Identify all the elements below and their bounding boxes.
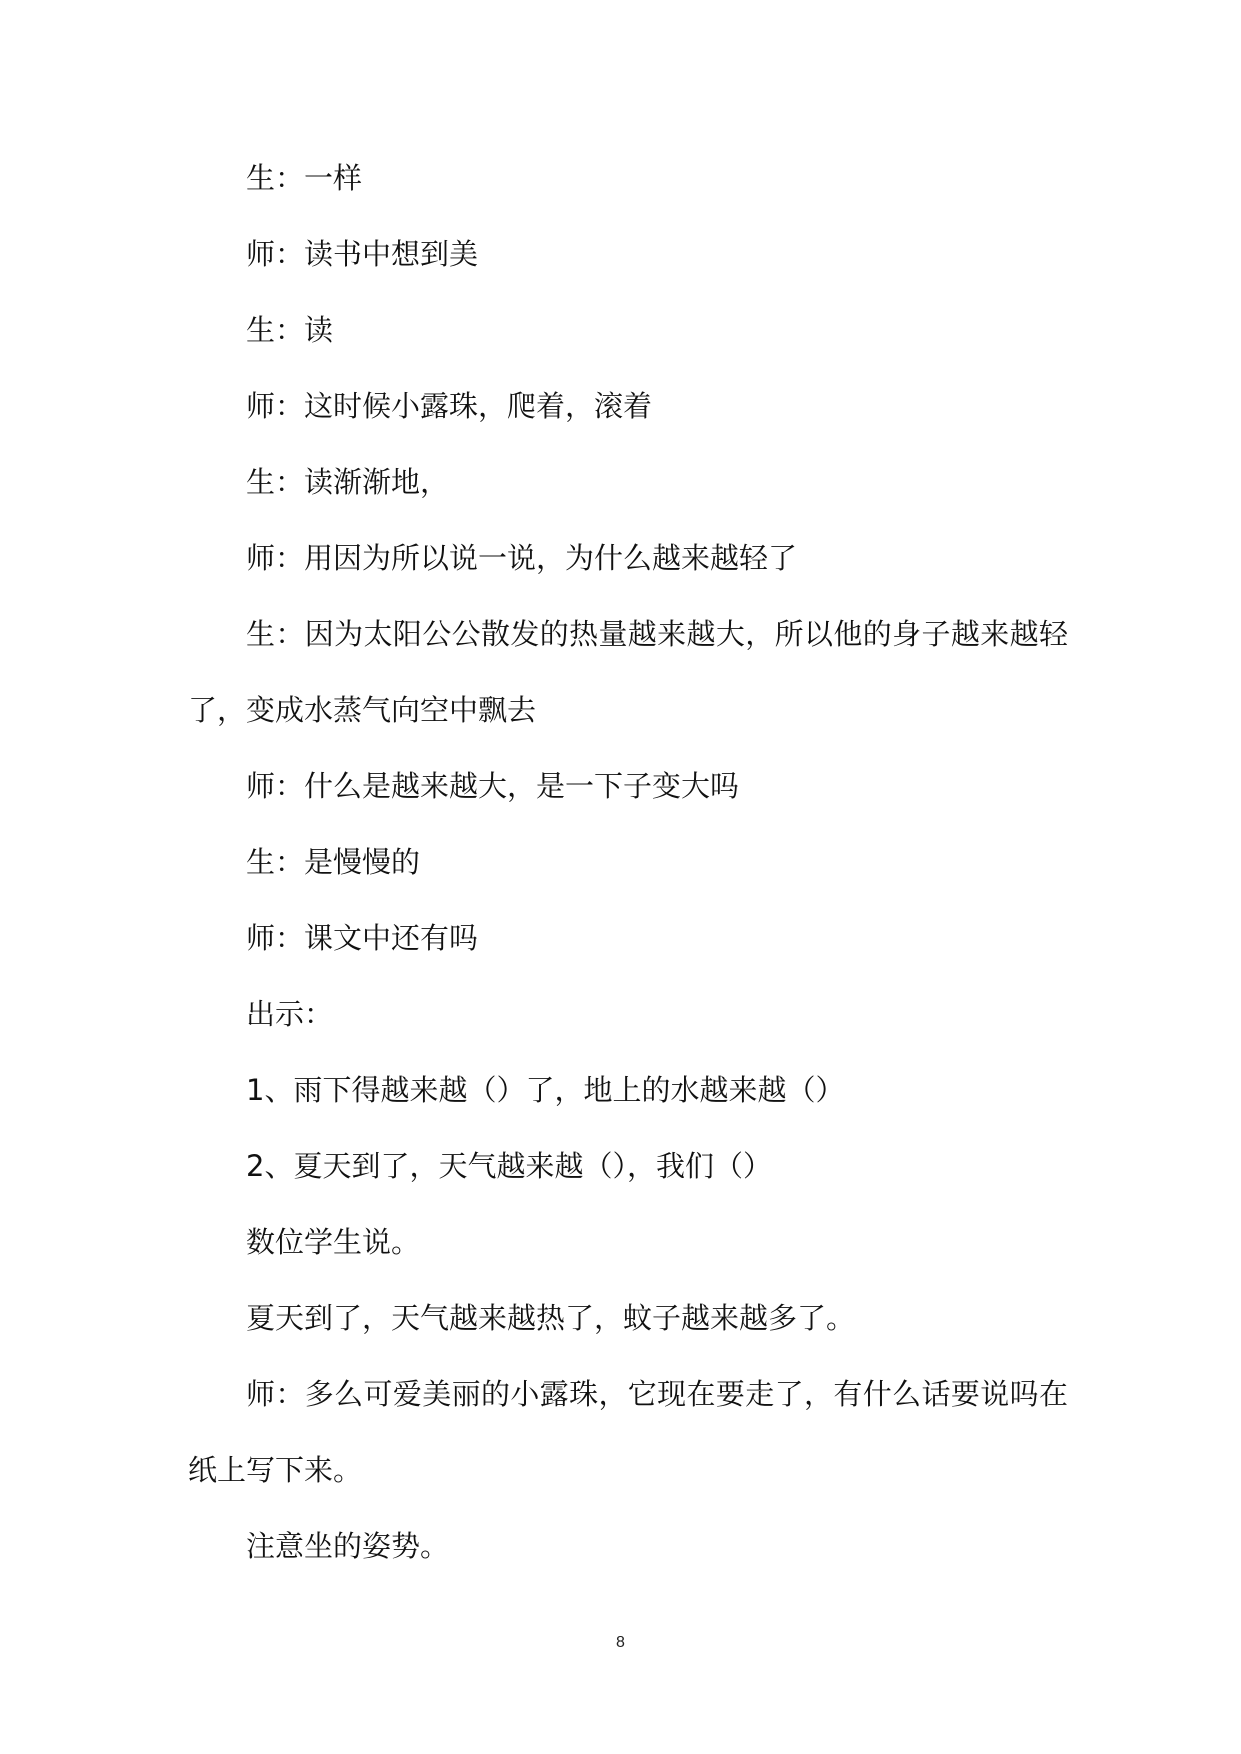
paragraph: 师：多么可爱美丽的小露珠，它现在要走了，有什么话要说吗在纸上写下来。	[188, 1377, 1068, 1487]
paragraph: 师：用因为所以说一说，为什么越来越轻了	[246, 541, 798, 575]
paragraph: 师：课文中还有吗	[246, 921, 479, 955]
paragraph: 数位学生说。	[246, 1225, 421, 1259]
paragraph: 师：什么是越来越大，是一下子变大吗	[246, 769, 740, 803]
paragraph: 师：读书中想到美	[246, 237, 479, 271]
page-number: 8	[616, 1634, 625, 1651]
paragraph: 生：因为太阳公公散发的热量越来越大，所以他的身子越来越轻了，变成水蒸气向空中飘去	[188, 617, 1068, 727]
paragraph: 出示：	[246, 997, 334, 1031]
paragraph: 1、雨下得越来越（）了，地上的水越来越（）	[246, 1073, 845, 1107]
paragraph: 2、夏天到了，天气越来越（），我们（）	[246, 1149, 772, 1183]
paragraph: 夏天到了，天气越来越热了，蚊子越来越多了。	[246, 1301, 856, 1335]
paragraph: 生：一样	[246, 161, 363, 195]
paragraph: 生：是慢慢的	[246, 845, 421, 879]
paragraph: 生：读渐渐地，	[246, 465, 450, 499]
page-body	[188, 140, 1068, 1584]
paragraph: 注意坐的姿势。	[246, 1529, 450, 1563]
paragraph: 师：这时候小露珠，爬着，滚着	[246, 389, 653, 423]
paragraph: 生：读	[246, 313, 334, 347]
